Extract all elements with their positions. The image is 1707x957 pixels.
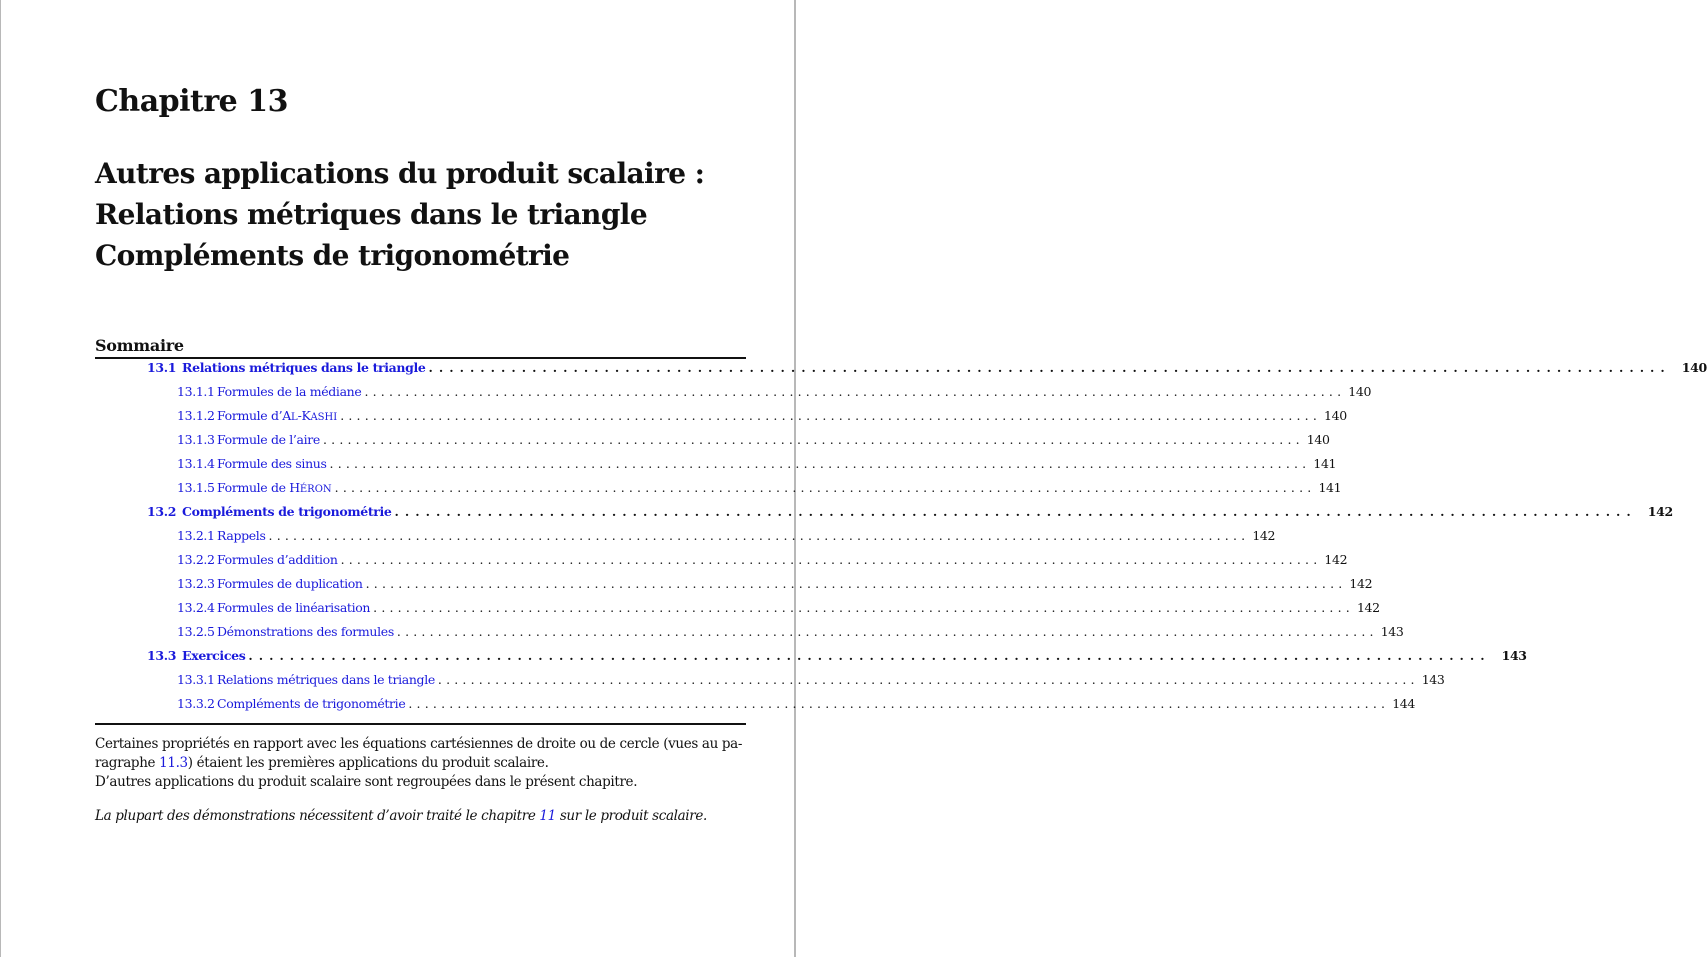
intro-text: ) étaient les premières applications du produit scalaire. — [187, 755, 549, 771]
toc-page-number: 141 — [1318, 480, 1342, 495]
toc-entry-label: Exercices — [182, 648, 246, 663]
toc-entry-number: 13.2.1 — [177, 528, 215, 543]
toc-page-number: 143 — [1501, 648, 1527, 663]
toc-entry-number: 13.2.5 — [177, 624, 215, 639]
toc-entry-label — [217, 480, 332, 495]
toc-subsection-entry[interactable] — [177, 552, 1348, 572]
toc-entry-number: 13.1.5 — [177, 480, 215, 495]
toc-subsection-entry[interactable] — [177, 456, 1337, 476]
toc-page-number: 140 — [1681, 360, 1707, 375]
toc-entry-number: 13.2.3 — [177, 576, 215, 591]
toc-entry-label-name: HÉRON — [289, 480, 332, 495]
toc-entry-label: Rappels — [217, 528, 266, 543]
toc-entry-number: 13.1.4 — [177, 456, 215, 471]
toc-subsection-entry[interactable] — [177, 696, 1415, 716]
toc-dot-leader: ........................................................................................................................ — [408, 696, 1390, 711]
toc-dot-leader: ........................................................................................................................ — [268, 528, 1250, 543]
toc-dot-leader: ........................................................................................................................ — [322, 432, 1304, 447]
toc-entry-number: 13.3 — [147, 648, 177, 663]
toc-entry-label: Relations métriques dans le triangle — [182, 360, 426, 375]
toc-page-number: 142 — [1356, 600, 1380, 615]
chapter-link-11[interactable]: 11 — [539, 808, 556, 824]
toc-entry-label: Démonstrations des formules — [217, 624, 394, 639]
toc-entry-number: 13.1.2 — [177, 408, 215, 423]
intro-text: ragraphe — [95, 755, 160, 771]
summary-bottom-rule — [95, 723, 746, 725]
toc-subsection-entry[interactable] — [177, 432, 1330, 452]
toc-section-entry[interactable] — [147, 360, 1707, 380]
intro-line: Certaines propriétés en rapport avec les équations cartésiennes de droite ou de cercle (vues au pa- — [95, 736, 743, 752]
toc-entry-label — [217, 408, 337, 423]
toc-page-number: 144 — [1392, 696, 1415, 711]
toc-dot-leader: ........................................................................................................................ — [340, 408, 1322, 423]
chapter-label: Chapitre 13 — [95, 84, 288, 119]
toc-subsection-entry[interactable] — [177, 600, 1380, 620]
toc-dot-leader: ........................................................................................................................ — [329, 456, 1311, 471]
toc-page-number: 140 — [1306, 432, 1330, 447]
chapter-title-line: Relations métriques dans le triangle — [95, 198, 648, 231]
intro-paragraph — [95, 735, 755, 792]
toc-entry-label: Relations métriques dans le triangle — [217, 672, 435, 687]
note-text: La plupart des démonstrations nécessitent d’avoir traité le chapitre — [95, 808, 540, 824]
chapter-title-line: Compléments de trigonométrie — [95, 239, 570, 272]
toc-dot-leader: ........................................................................................................................ — [437, 672, 1419, 687]
toc-page-number: 143 — [1421, 672, 1445, 687]
toc-section-entry[interactable] — [147, 504, 1673, 524]
toc-entry-number: 13.1 — [147, 360, 177, 375]
toc-page-number: 143 — [1380, 624, 1404, 639]
toc-subsection-entry[interactable] — [177, 672, 1445, 692]
toc-section-entry[interactable] — [147, 648, 1527, 668]
toc-subsection-entry[interactable] — [177, 624, 1404, 644]
toc-entry-number: 13.3.1 — [177, 672, 215, 687]
toc-dot-leader: ........................................................................................................................ — [248, 648, 1491, 663]
toc-entry-label: Formule de l’aire — [217, 432, 320, 447]
toc-subsection-entry[interactable] — [177, 384, 1372, 404]
toc-page-number: 140 — [1348, 384, 1372, 399]
toc-entry-label: Compléments de trigonométrie — [217, 696, 406, 711]
toc-page-number: 142 — [1349, 576, 1373, 591]
toc-entry-label: Formules de la médiane — [217, 384, 362, 399]
section-link-11-3[interactable]: 11.3 — [159, 755, 188, 771]
toc-dot-leader: ........................................................................................................................ — [365, 576, 1347, 591]
intro-line: D’autres applications du produit scalaire sont regroupées dans le présent chapitre. — [95, 774, 638, 790]
toc-entry-label: Formules de duplication — [217, 576, 363, 591]
chapter-title-line: Autres applications du produit scalaire : — [95, 157, 705, 190]
toc-subsection-entry[interactable] — [177, 528, 1276, 548]
toc-entry-number: 13.1.3 — [177, 432, 215, 447]
note-text: sur le produit scalaire. — [555, 808, 707, 824]
toc-entry-label: Formules de linéarisation — [217, 600, 371, 615]
toc-page-number: 142 — [1647, 504, 1673, 519]
toc-dot-leader: ........................................................................................................................ — [396, 624, 1378, 639]
summary-top-rule — [95, 357, 746, 359]
toc-entry-label: Formule des sinus — [217, 456, 327, 471]
toc-page-number: 141 — [1313, 456, 1337, 471]
toc-dot-leader: ........................................................................................................................ — [334, 480, 1316, 495]
toc-dot-leader: ........................................................................................................................ — [394, 504, 1637, 519]
toc-subsection-entry[interactable] — [177, 408, 1347, 428]
toc-entry-number: 13.2.4 — [177, 600, 215, 615]
toc-entry-label-text: Formule de — [217, 480, 290, 495]
toc-subsection-entry[interactable] — [177, 576, 1373, 596]
toc-dot-leader: ........................................................................................................................ — [364, 384, 1346, 399]
toc-dot-leader: ........................................................................................................................ — [373, 600, 1354, 615]
toc-entry-label-name: AL-KASHI — [282, 408, 338, 423]
toc-page-number: 142 — [1252, 528, 1276, 543]
summary-heading: Sommaire — [95, 336, 184, 355]
toc-page-number: 142 — [1324, 552, 1348, 567]
intro-line — [95, 754, 755, 773]
prerequisite-note — [95, 808, 707, 824]
toc-dot-leader: ........................................................................................................................ — [340, 552, 1322, 567]
toc-entry-label: Formules d’addition — [217, 552, 338, 567]
toc-dot-leader: ........................................................................................................................ — [428, 360, 1671, 375]
chapter-title — [95, 153, 704, 276]
toc-entry-label: Compléments de trigonométrie — [182, 504, 392, 519]
toc-entry-number: 13.2 — [147, 504, 177, 519]
toc-entry-label-text: Formule d’ — [217, 408, 283, 423]
toc-entry-number: 13.3.2 — [177, 696, 215, 711]
toc-page-number: 140 — [1324, 408, 1347, 423]
toc-entry-number: 13.2.2 — [177, 552, 215, 567]
toc-entry-number: 13.1.1 — [177, 384, 215, 399]
toc-subsection-entry[interactable] — [177, 480, 1342, 500]
